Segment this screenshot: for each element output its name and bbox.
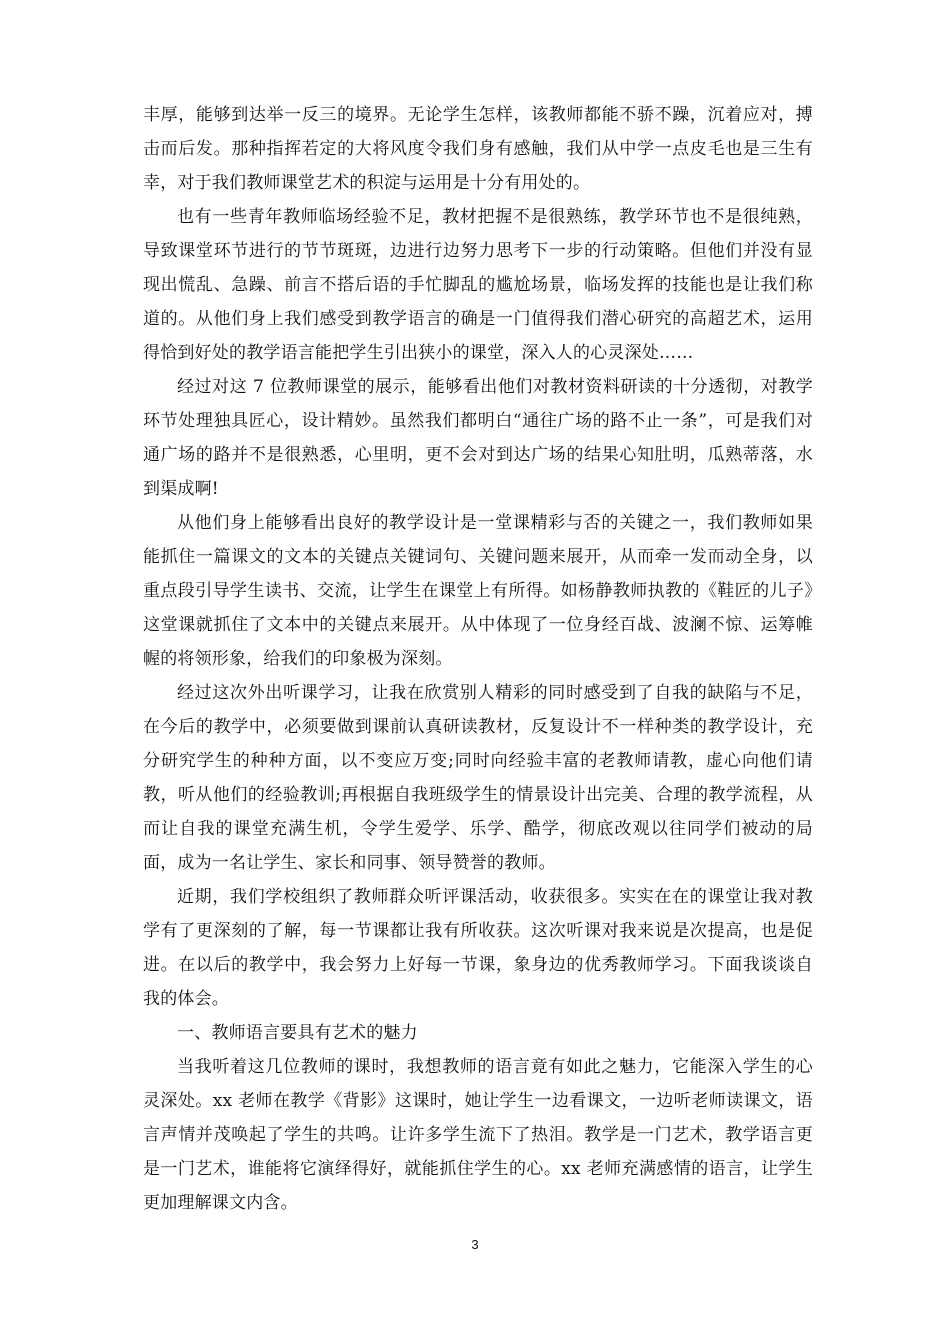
paragraph-4: 从他们身上能够看出良好的教学设计是一堂课精彩与否的关键之一，我们教师如果能抓住一篇课文的文本的关键点关键词句、关键问题来展开，从而牵一发而动全身，以重点段引导学生读书、交流，让学生在课堂上有所得。如杨静教师执教的《鞋匠的儿子》这堂课就抓住了文本中的关键点来展开。从中体现了一位身经百战、波澜不惊、运筹帷幄的将领形象，给我们的印象极为深刻。 — [143, 513, 813, 669]
page-number: 3 — [471, 1237, 479, 1252]
section-heading: 一、教师语言要具有艺术的魅力 — [177, 1023, 418, 1043]
paragraph-6: 近期，我们学校组织了教师群众听评课活动，收获很多。实实在在的课堂让我对教学有了更深刻的了解，每一节课都让我有所收获。这次听课对我来说是次提高，也是促进。在以后的教学中，我会努力上好每一节课，象身边的优秀教师学习。下面我谈谈自我的体会。 — [143, 887, 813, 1009]
paragraph-3: 经过对这 7 位教师课堂的展示，能够看出他们对教材资料研读的十分透彻，对教学环节处理独具匠心，设计精妙。虽然我们都明白“通往广场的路不止一条”，可是我们对通广场的路并不是很熟悉，心里明，更不会对到达广场的结果心知肚明，瓜熟蒂落，水到渠成啊! — [143, 377, 813, 499]
paragraph-5: 经过这次外出听课学习，让我在欣赏别人精彩的同时感受到了自我的缺陷与不足，在今后的教学中，必须要做到课前认真研读教材，反复设计不一样种类的教学设计，充分研究学生的种种方面，以不变应万变;同时向经验丰富的老教师请教，虚心向他们请教，听从他们的经验教训;再根据自我班级学生的情景设计出完美、合理的教学流程，从而让自我的课堂充满生机，令学生爱学、乐学、酷学，彻底改观以往同学们被动的局面，成为一名让学生、家长和同事、领导赞誉的教师。 — [143, 683, 813, 873]
paragraph-1: 丰厚，能够到达举一反三的境界。无论学生怎样，该教师都能不骄不躁，沉着应对，搏击而后发。那种指挥若定的大将风度令我们身有感触，我们从中学一点皮毛也是三生有幸，对于我们教师课堂艺术的积淀与运用是十分有用处的。 — [143, 105, 813, 193]
paragraph-8: 当我听着这几位教师的课时，我想教师的语言竟有如此之魅力，它能深入学生的心灵深处。xx 老师在教学《背影》这课时，她让学生一边看课文，一边听老师读课文，语言声情并茂唤起了学生的共鸣。让许多学生流下了热泪。教学是一门艺术，教学语言更是一门艺术，谁能将它演绎得好，就能抓住学生的心。xx 老师充满感情的语言，让学生更加理解课文内含。 — [143, 1057, 813, 1213]
document-body — [143, 98, 813, 1220]
paragraph-2: 也有一些青年教师临场经验不足，教材把握不是很熟练，教学环节也不是很纯熟，导致课堂环节进行的节节斑斑，边进行边努力思考下一步的行动策略。但他们并没有显现出慌乱、急躁、前言不搭后语的手忙脚乱的尴尬场景，临场发挥的技能也是让我们称道的。从他们身上我们感受到教学语言的确是一门值得我们潜心研究的高超艺术，运用得恰到好处的教学语言能把学生引出狭小的课堂，深入人的心灵深处…… — [143, 207, 813, 363]
